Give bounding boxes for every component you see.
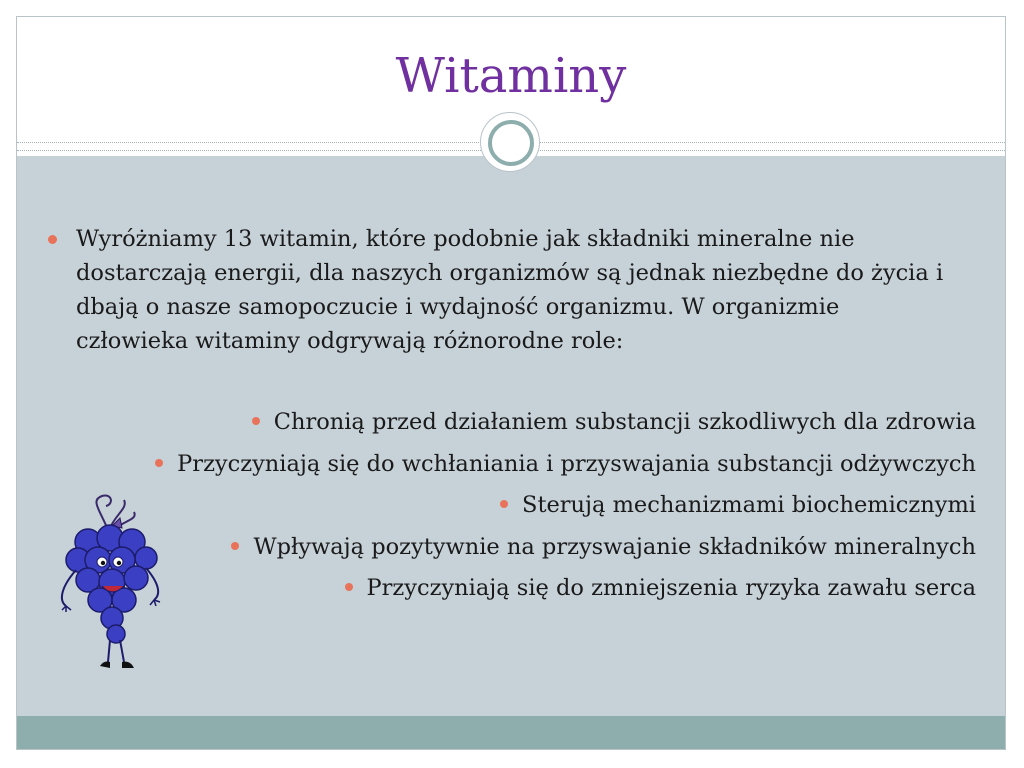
- sub-bullet-item: [76, 444, 976, 486]
- bullet-dot: [500, 500, 508, 508]
- main-bullet: [48, 222, 948, 358]
- sub-bullet-item: [76, 402, 976, 444]
- sub-bullet-list: [76, 402, 976, 610]
- sub-bullet-item: [76, 527, 976, 569]
- sub-bullet-text: Sterują mechanizmami biochemicznymi: [522, 492, 976, 518]
- bullet-dot: [231, 542, 239, 550]
- sub-bullet-item: [76, 568, 976, 610]
- sub-bullet-text: Wpływają pozytywnie na przyswajanie składników mineralnych: [253, 533, 976, 560]
- ring-inner: [488, 120, 534, 166]
- grape-character-illustration: [50, 490, 180, 680]
- slide-title: Witaminy: [395, 48, 627, 104]
- bullet-dot: [252, 417, 260, 425]
- bullet-dot: [345, 583, 353, 591]
- sub-bullet-text: Przyczyniają się do wchłaniania i przyswajania substancji odżywczych: [177, 450, 976, 477]
- sub-bullet-item: [76, 485, 976, 527]
- main-bullet-text: Wyróżniamy 13 witamin, które podobnie jak składniki mineralne nie dostarczają energii, dla naszych organizmów są jednak niezbędne do życia i dbają o nasze samopoczucie i wydajność organizmu. W organizmie człowieka witaminy odgrywają różnorodne role:: [76, 226, 944, 354]
- bullet-dot: [155, 459, 163, 467]
- sub-bullet-text: Przyczyniają się do zmniejszenia ryzyka zawału serca: [366, 575, 976, 601]
- footer-band: [17, 716, 1005, 749]
- bullet-dot: [48, 235, 57, 244]
- sub-bullet-text: Chronią przed działaniem substancji szkodliwych dla zdrowia: [273, 409, 976, 435]
